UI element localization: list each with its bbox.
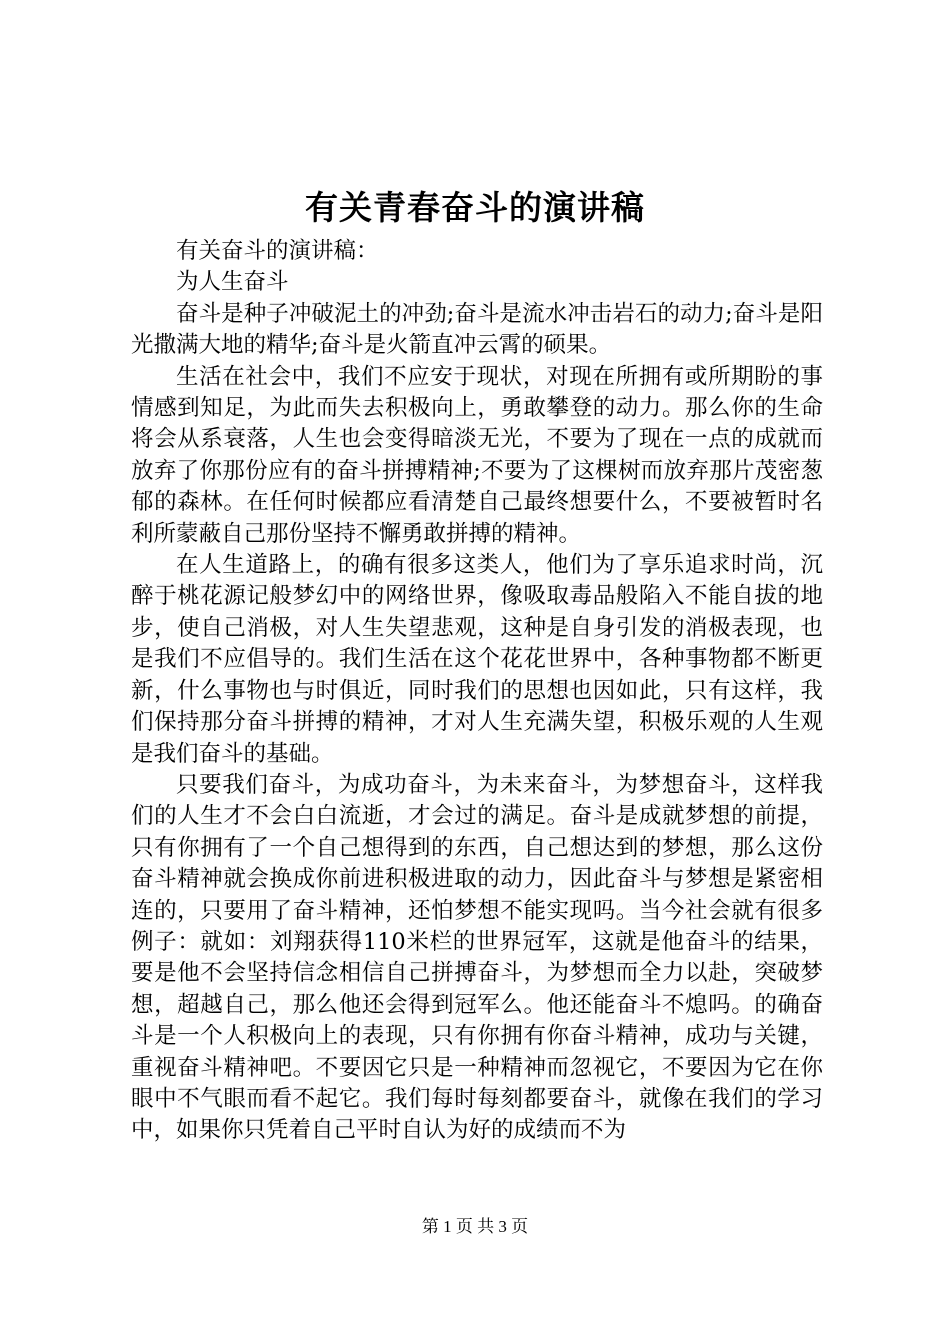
document-body — [131, 236, 823, 1147]
paragraph: 生活在社会中，我们不应安于现状，对现在所拥有或所期盼的事情感到知足，为此而失去积极向上，勇敢攀登的动力。那么你的生命将会从系衰落，人生也会变得暗淡无光，不要为了现在一点的成就而放弃了你那份应有的奋斗拼搏精神;不要为了这棵树而放弃那片茂密葱郁的森林。在任何时候都应看清楚自己最终想要什么，不要被暂时名利所蒙蔽自己那份坚持不懈勇敢拼搏的精神。 — [131, 363, 823, 547]
page-footer — [0, 1216, 950, 1238]
paragraph-subtitle: 为人生奋斗 — [176, 269, 289, 296]
paragraph: 在人生道路上，的确有很多这类人，他们为了享乐追求时尚，沉醉于桃花源记般梦幻中的网络世界，像吸取毒品般陷入不能自拔的地步，使自己消极，对人生失望悲观，这种是自身引发的消极表现，也是我们不应倡导的。我们生活在这个花花世界中，各种事物都不断更新，什么事物也与时俱近，同时我们的思想也因如此，只有这样，我们保持那分奋斗拼搏的精神，才对人生充满失望，积极乐观的人生观是我们奋斗的基础。 — [131, 552, 823, 767]
page-number: 第 1 页 共 3 页 — [421, 1217, 529, 1236]
paragraph: 奋斗是种子冲破泥土的冲劲;奋斗是流水冲击岩石的动力;奋斗是阳光撒满大地的精华;奋斗是火箭直冲云霄的硕果。 — [131, 300, 823, 359]
document-title: 有关青春奋斗的演讲稿 — [305, 188, 645, 227]
paragraph-subheading: 有关奋斗的演讲稿： — [176, 238, 379, 264]
paragraph: 只要我们奋斗，为成功奋斗，为未来奋斗，为梦想奋斗，这样我们的人生才不会白白流逝，才会过的满足。奋斗是成就梦想的前提，只有你拥有了一个自己想得到的东西，自己想达到的梦想，那么这份奋斗精神就会换成你前进积极进取的动力，因此奋斗与梦想是紧密相连的，只要用了奋斗精神，还怕梦想不能实现吗。当今社会就有很多例子：就如：刘翔获得110米栏的世界冠军，这就是他奋斗的结果，要是他不会坚持信念相信自己拼搏奋斗，为梦想而全力以赴，突破梦想，超越自己，那么他还会得到冠军么。他还能奋斗不熄吗。的确奋斗是一个人积极向上的表现，只有你拥有你奋斗精神，成功与关键，重视奋斗精神吧。不要因它只是一种精神而忽视它，不要因为它在你眼中不气眼而看不起它。我们每时每刻都要奋斗，就像在我们的学习中，如果你只凭着自己平时自认为好的成绩而不为 — [131, 771, 823, 1144]
